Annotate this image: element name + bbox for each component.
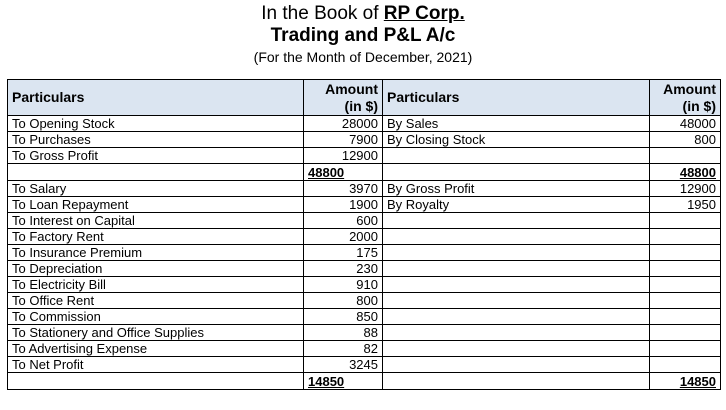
amount-header-line2: (in $): [682, 97, 716, 114]
debit-amount: 3970: [304, 181, 383, 197]
debit-amount: 3245: [304, 357, 383, 373]
table-row: [8, 213, 721, 229]
credit-particular: [383, 309, 650, 325]
debit-amount: 230: [304, 261, 383, 277]
company-name: RP Corp.: [383, 3, 465, 24]
total-row: [8, 164, 721, 181]
total-credit-value: 14850: [679, 373, 716, 389]
total-row: [8, 373, 721, 390]
debit-particular: To Opening Stock: [8, 116, 304, 132]
credit-particular: [383, 245, 650, 261]
total-debit-value: 48800: [308, 164, 345, 180]
statement-period: (For the Month of December, 2021): [253, 49, 473, 65]
amount-header-line1: Amount: [325, 80, 378, 97]
ledger-table: [7, 79, 721, 390]
debit-particulars-header: Particulars: [8, 80, 304, 116]
credit-particular: By Royalty: [383, 197, 650, 213]
credit-amount-header: [650, 80, 721, 116]
credit-amount: [650, 325, 721, 341]
debit-particular: To Office Rent: [8, 293, 304, 309]
table-row: [8, 277, 721, 293]
debit-amount: 2000: [304, 229, 383, 245]
debit-particular: To Advertising Expense: [8, 341, 304, 357]
debit-particular: To Insurance Premium: [8, 245, 304, 261]
total-credit-label: [383, 373, 650, 390]
amount-header-line2: (in $): [344, 97, 378, 114]
credit-amount: [650, 293, 721, 309]
credit-amount: [650, 245, 721, 261]
credit-particular: [383, 261, 650, 277]
amount-header-line1: Amount: [663, 80, 716, 97]
total-credit-value: 48800: [679, 164, 716, 180]
company-prefix: In the Book of: [261, 3, 384, 24]
debit-amount: 82: [304, 341, 383, 357]
credit-amount: [650, 148, 721, 164]
table-row: [8, 148, 721, 164]
debit-particular: To Interest on Capital: [8, 213, 304, 229]
debit-amount: 175: [304, 245, 383, 261]
total-debit-label: [8, 373, 304, 390]
credit-particular: [383, 148, 650, 164]
table-row: [8, 325, 721, 341]
table-row: [8, 341, 721, 357]
table-row: [8, 293, 721, 309]
credit-amount: [650, 357, 721, 373]
debit-particular: To Purchases: [8, 132, 304, 148]
debit-amount: 12900: [304, 148, 383, 164]
total-credit-amount: [650, 164, 721, 181]
credit-amount: [650, 309, 721, 325]
credit-particular: [383, 293, 650, 309]
debit-amount-header: [304, 80, 383, 116]
table-row: [8, 197, 721, 213]
debit-amount: 7900: [304, 132, 383, 148]
debit-particular: To Factory Rent: [8, 229, 304, 245]
table-row: [8, 245, 721, 261]
table-row: [8, 116, 721, 132]
debit-amount: 28000: [304, 116, 383, 132]
debit-particular: To Commission: [8, 309, 304, 325]
debit-amount: 88: [304, 325, 383, 341]
debit-particular: To Gross Profit: [8, 148, 304, 164]
debit-amount: 600: [304, 213, 383, 229]
total-debit-value: 14850: [308, 373, 345, 389]
credit-amount: 12900: [650, 181, 721, 197]
credit-amount: [650, 277, 721, 293]
table-row: [8, 181, 721, 197]
ledger-header-row: [8, 80, 721, 116]
debit-particular: To Salary: [8, 181, 304, 197]
debit-amount: 910: [304, 277, 383, 293]
credit-amount: 800: [650, 132, 721, 148]
debit-particular: To Loan Repayment: [8, 197, 304, 213]
credit-particular: [383, 213, 650, 229]
total-debit-amount: [304, 164, 383, 181]
debit-particular: To Electricity Bill: [8, 277, 304, 293]
credit-particular: By Sales: [383, 116, 650, 132]
total-credit-label: [383, 164, 650, 181]
debit-particular: To Depreciation: [8, 261, 304, 277]
credit-particulars-header: Particulars: [383, 80, 650, 116]
credit-particular: [383, 325, 650, 341]
table-row: [8, 132, 721, 148]
total-credit-amount: [650, 373, 721, 390]
debit-amount: 1900: [304, 197, 383, 213]
company-line: [0, 3, 726, 25]
statement-title: Trading and P&L A/c: [270, 25, 456, 46]
credit-particular: [383, 341, 650, 357]
credit-particular: [383, 277, 650, 293]
debit-amount: 850: [304, 309, 383, 325]
credit-amount: [650, 229, 721, 245]
credit-amount: 1950: [650, 197, 721, 213]
credit-amount: [650, 261, 721, 277]
debit-amount: 800: [304, 293, 383, 309]
ledger-body: [8, 116, 721, 390]
table-row: [8, 261, 721, 277]
debit-particular: To Net Profit: [8, 357, 304, 373]
table-row: [8, 229, 721, 245]
credit-particular: [383, 229, 650, 245]
credit-amount: [650, 213, 721, 229]
credit-amount: [650, 341, 721, 357]
table-row: [8, 309, 721, 325]
credit-particular: By Closing Stock: [383, 132, 650, 148]
table-row: [8, 357, 721, 373]
total-debit-label: [8, 164, 304, 181]
total-debit-amount: [304, 373, 383, 390]
credit-particular: By Gross Profit: [383, 181, 650, 197]
debit-particular: To Stationery and Office Supplies: [8, 325, 304, 341]
credit-amount: 48000: [650, 116, 721, 132]
credit-particular: [383, 357, 650, 373]
